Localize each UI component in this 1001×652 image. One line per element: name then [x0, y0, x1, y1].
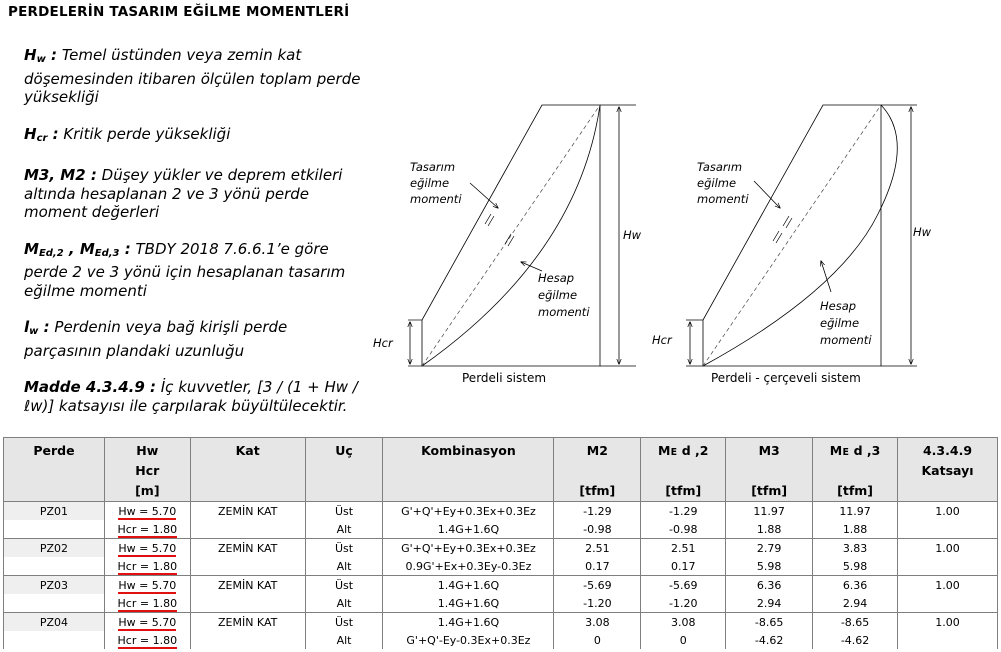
floor-cell: ZEMİN KAT — [190, 539, 305, 558]
hw-cell — [104, 576, 190, 595]
hcr-cell — [104, 594, 190, 613]
col-header-line — [813, 461, 897, 481]
wall-id — [4, 520, 105, 539]
combination-cell: 1.4G+1.6Q — [383, 520, 554, 539]
med3-cell: 3.83 — [813, 539, 898, 558]
col-header-line: 4.3.4.9 — [922, 443, 973, 458]
hcr-label: Hcr — [373, 336, 393, 350]
combination-cell: G'+Q'-Ey-0.3Ex+0.3Ez — [383, 631, 554, 649]
hcr-label: Hcr — [652, 333, 672, 347]
floor-cell: ZEMİN KAT — [190, 576, 305, 595]
definitions — [24, 46, 364, 433]
table-row — [4, 502, 998, 521]
med2-cell: -1.20 — [641, 594, 726, 613]
col-header-line: M2 — [586, 443, 608, 458]
combination-cell: G'+Q'+Ey+0.3Ex+0.3Ez — [383, 539, 554, 558]
col-header-line: Kat — [235, 443, 260, 458]
m2-cell: 3.08 — [554, 613, 641, 632]
col-header-hw-hcr — [104, 438, 190, 502]
med2-cell: -0.98 — [641, 520, 726, 539]
definition-symbol: Madde 4.3.4.9 : — [24, 378, 156, 396]
m2-cell: -1.29 — [554, 502, 641, 521]
col-header-line: M3 — [758, 443, 780, 458]
definition-m3-m2 — [24, 166, 364, 222]
wall-id — [4, 557, 105, 576]
table-body — [4, 502, 998, 650]
coefficient-cell: 1.00 — [898, 576, 998, 595]
col-header-line: Perde — [33, 443, 75, 458]
hw-value: Hw = 5.70 — [118, 504, 177, 518]
combination-cell: 0.9G'+Ex+0.3Ey-0.3Ez — [383, 557, 554, 576]
definition-text: Kritik perde yüksekliği — [58, 124, 231, 143]
page-title: PERDELERİN TASARIM EĞİLME MOMENTLERİ — [8, 4, 350, 20]
calc-moment-label: Hesap eğilme momenti — [538, 271, 590, 319]
end-cell: Alt — [305, 557, 383, 576]
col-header-line: Katsayı — [921, 463, 974, 478]
combination-cell: 1.4G+1.6Q — [383, 594, 554, 613]
med2-cell: -1.29 — [641, 502, 726, 521]
definition-text: TBDY 2018 7.6.6.1’e göre perde 2 ve 3 yönü için hesaplanan tasarım eğilme momenti — [24, 239, 346, 300]
col-header-m2 — [554, 438, 641, 502]
coefficient-cell — [898, 520, 998, 539]
table-row — [4, 539, 998, 558]
m3-cell: 6.36 — [726, 576, 813, 595]
end-cell: Alt — [305, 594, 383, 613]
table-row — [4, 613, 998, 632]
wall-id: PZ01 — [4, 502, 105, 521]
design-arrow — [754, 181, 780, 208]
col-header-line: Mᴇ d ,2 — [657, 443, 709, 458]
m3-cell: 1.88 — [726, 520, 813, 539]
col-header-line: [m] — [135, 483, 160, 498]
col-header-line — [554, 461, 640, 481]
col-header-line: Mᴇ d ,3 — [829, 443, 881, 458]
hcr-value: Hcr = 1.80 — [117, 522, 178, 536]
m3-cell: -8.65 — [726, 613, 813, 632]
col-header-line: [tfm] — [751, 483, 788, 498]
combination-cell: 1.4G+1.6Q — [383, 576, 554, 595]
coefficient-cell: 1.00 — [898, 502, 998, 521]
m3-cell: 2.94 — [726, 594, 813, 613]
table-row — [4, 520, 998, 539]
col-header-line: [tfm] — [579, 483, 616, 498]
calc-arrow — [821, 261, 831, 292]
definition-symbol: $H_{cr}$ : — [24, 124, 59, 144]
floor-cell — [190, 594, 305, 613]
dashed-line — [422, 105, 600, 366]
table-row — [4, 594, 998, 613]
floor-cell — [190, 631, 305, 649]
definition-text: Temel üstünden veya zemin kat döşemesinden itibaren ölçülen toplam perde yüksekliği — [24, 46, 361, 106]
wall-id — [4, 594, 105, 613]
definition-lw — [24, 318, 364, 360]
definition-madde — [24, 378, 364, 415]
coefficient-cell — [898, 594, 998, 613]
m2-cell: 2.51 — [554, 539, 641, 558]
m3-cell: 5.98 — [726, 557, 813, 576]
definition-hcr — [24, 125, 364, 149]
med2-cell: 0.17 — [641, 557, 726, 576]
wall-id: PZ04 — [4, 613, 105, 632]
col-header-line: [tfm] — [837, 483, 873, 498]
med2-cell: 0 — [641, 631, 726, 649]
end-cell: Üst — [305, 576, 383, 595]
med2-cell: 3.08 — [641, 613, 726, 632]
coefficient-cell: 1.00 — [898, 613, 998, 632]
design-moment-label: Tasarım eğilme momenti — [697, 160, 749, 206]
col-header-line: Kombinasyon — [421, 443, 516, 458]
hw-label: Hw — [913, 225, 932, 239]
hcr-cell — [104, 520, 190, 539]
hw-cell — [104, 502, 190, 521]
end-cell: Alt — [305, 631, 383, 649]
definition-text: Perdenin veya bağ kirişli perde parçasının plandaki uzunluğu — [24, 318, 288, 360]
hw-value: Hw = 5.70 — [118, 615, 177, 629]
m3-cell: 11.97 — [726, 502, 813, 521]
calc-moment-curve — [703, 105, 897, 366]
caption-left: Perdeli sistem — [462, 371, 547, 385]
definition-hw — [24, 46, 364, 107]
definition-text: Düşey yükler ve deprem etkileri altında hesaplanan 2 ve 3 yönü perde moment değerleri — [24, 166, 343, 221]
med3-cell: -4.62 — [813, 631, 898, 649]
wall-id: PZ03 — [4, 576, 105, 595]
definition-symbol: M3, M2 : — [24, 166, 97, 184]
table-row — [4, 576, 998, 595]
end-cell: Üst — [305, 613, 383, 632]
hcr-cell — [104, 631, 190, 649]
diagram-perdeli-sistem — [373, 105, 642, 385]
m2-cell: 0 — [554, 631, 641, 649]
table-row — [4, 631, 998, 649]
hcr-value: Hcr = 1.80 — [117, 559, 178, 573]
hw-value: Hw = 5.70 — [118, 541, 177, 555]
col-header-med2 — [641, 438, 726, 502]
med3-cell: -8.65 — [813, 613, 898, 632]
med3-cell: 1.88 — [813, 520, 898, 539]
combination-cell: G'+Q'+Ey+0.3Ex+0.3Ez — [383, 502, 554, 521]
m3-cell: 2.79 — [726, 539, 813, 558]
coefficient-cell — [898, 631, 998, 649]
definition-symbol: $H_w$ : — [24, 46, 58, 65]
col-header-uc — [305, 438, 383, 502]
design-moment-label: Tasarım eğilme momenti — [410, 160, 462, 206]
col-header-line: [tfm] — [665, 483, 702, 498]
m2-cell: -0.98 — [554, 520, 641, 539]
moments-table — [3, 437, 998, 649]
med3-cell: 2.94 — [813, 594, 898, 613]
col-header-line — [641, 461, 725, 481]
end-cell: Üst — [305, 502, 383, 521]
col-header-line — [726, 461, 812, 481]
floor-cell: ZEMİN KAT — [190, 613, 305, 632]
definition-symbol: $M_{Ed,2}$ , $M_{Ed,3}$ : — [24, 239, 131, 259]
hw-cell — [104, 613, 190, 632]
col-header-line: Hw — [136, 443, 159, 458]
col-header-kat — [190, 438, 305, 502]
floor-cell: ZEMİN KAT — [190, 502, 305, 521]
hw-label: Hw — [623, 228, 642, 242]
design-arrow — [470, 183, 498, 208]
combination-cell: 1.4G+1.6Q — [383, 613, 554, 632]
end-cell: Üst — [305, 539, 383, 558]
definition-symbol: $l_w$ : — [24, 318, 50, 337]
hw-cell — [104, 539, 190, 558]
wall-id: PZ02 — [4, 539, 105, 558]
moment-diagram — [360, 96, 932, 396]
calc-moment-label: Hesap eğilme momenti — [820, 299, 872, 347]
diagram-perdeli-cerceveli-sistem — [652, 105, 932, 385]
m2-cell: 0.17 — [554, 557, 641, 576]
coefficient-cell — [898, 557, 998, 576]
hcr-value: Hcr = 1.80 — [117, 633, 178, 647]
caption-right: Perdeli - çerçeveli sistem — [711, 371, 861, 385]
definition-text: İç kuvvetler, [3 / (1 + Hw / ℓw)] katsayısı ile çarpılarak büyültülecektir. — [24, 378, 358, 415]
m2-cell: -1.20 — [554, 594, 641, 613]
col-header-m3 — [726, 438, 813, 502]
table-row — [4, 557, 998, 576]
col-header-kombinasyon — [383, 438, 554, 502]
med2-cell: -5.69 — [641, 576, 726, 595]
coefficient-cell: 1.00 — [898, 539, 998, 558]
med3-cell: 11.97 — [813, 502, 898, 521]
med2-cell: 2.51 — [641, 539, 726, 558]
floor-cell — [190, 520, 305, 539]
definition-med — [24, 240, 364, 301]
col-header-katsayi — [898, 438, 998, 502]
col-header-line: Uç — [335, 443, 353, 458]
m3-cell: -4.62 — [726, 631, 813, 649]
hw-value: Hw = 5.70 — [118, 578, 177, 592]
hcr-value: Hcr = 1.80 — [117, 596, 178, 610]
table-header-row — [4, 438, 998, 502]
med3-cell: 5.98 — [813, 557, 898, 576]
wall-id — [4, 631, 105, 649]
floor-cell — [190, 557, 305, 576]
col-header-perde — [4, 438, 105, 502]
med3-cell: 6.36 — [813, 576, 898, 595]
col-header-line: Hcr — [135, 463, 160, 478]
end-cell: Alt — [305, 520, 383, 539]
m2-cell: -5.69 — [554, 576, 641, 595]
hcr-cell — [104, 557, 190, 576]
col-header-med3 — [813, 438, 898, 502]
